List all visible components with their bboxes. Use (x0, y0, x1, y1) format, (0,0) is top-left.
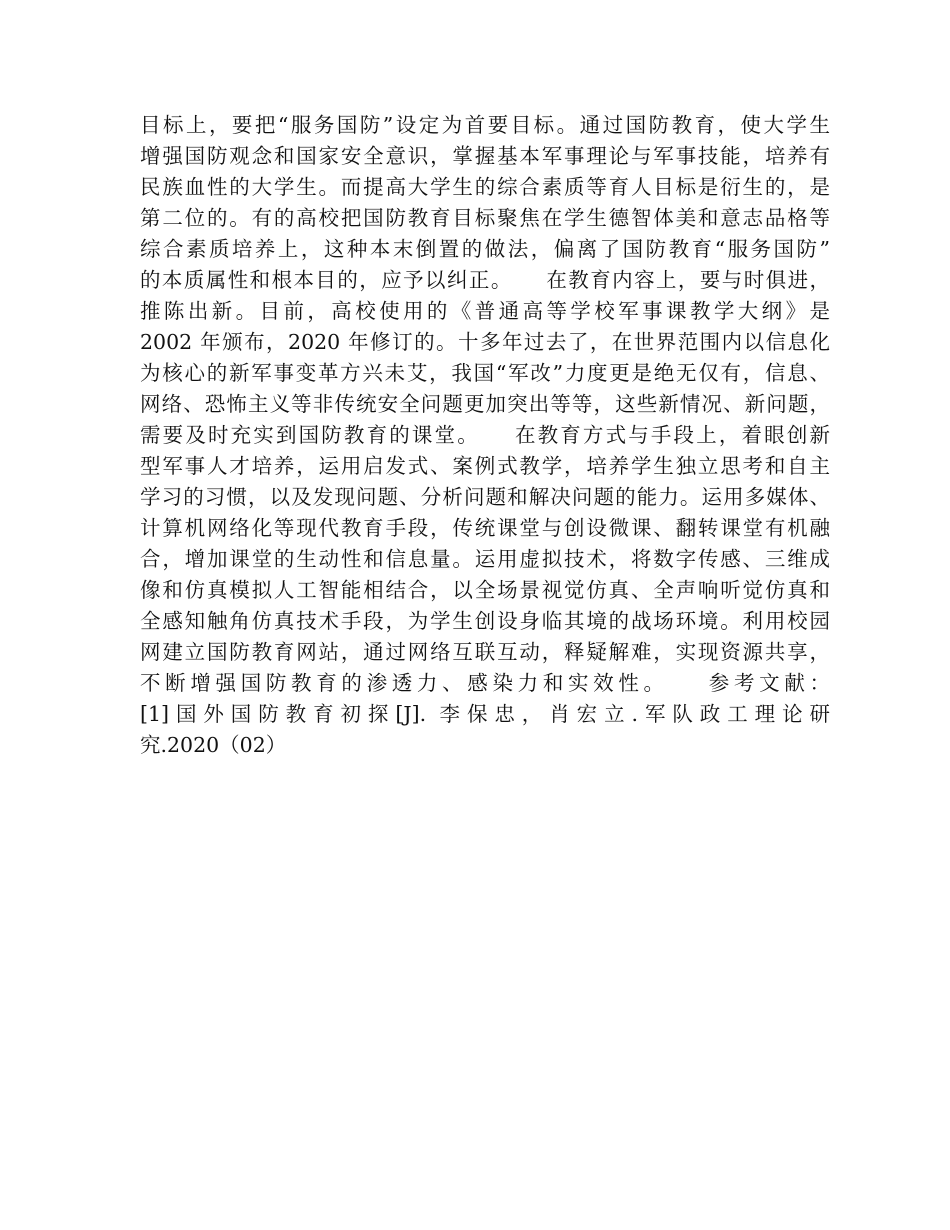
text-line: 推陈出新。目前，高校使用的《普通高等学校军事课教学大纲》是 (140, 299, 830, 323)
text-line: 网建立国防教育网站，通过网络互联互动，释疑解难，实现资源共享， (140, 640, 830, 664)
text-line: 型军事人才培养，运用启发式、案例式教学，培养学生独立思考和自主 (140, 454, 830, 478)
text-line: 为核心的新军事变革方兴未艾，我国“军改”力度更是绝无仅有，信息、 (140, 361, 830, 385)
body-text (140, 110, 830, 761)
text-line: 学习的习惯，以及发现问题、分析问题和解决问题的能力。运用多媒体、 (140, 485, 830, 509)
text-line: 不断增强国防教育的渗透力、感染力和实效性。 参考文献： (140, 671, 830, 695)
text-line: 民族血性的大学生。而提高大学生的综合素质等育人目标是衍生的，是 (140, 175, 830, 199)
reference-line: 究.2020（02） (140, 733, 287, 757)
text-line: 网络、恐怖主义等非传统安全问题更加突出等等，这些新情况、新问题， (140, 392, 830, 416)
text-line: 增强国防观念和国家安全意识，掌握基本军事理论与军事技能，培养有 (140, 144, 830, 168)
text-line: 合，增加课堂的生动性和信息量。运用虚拟技术，将数字传感、三维成 (140, 547, 830, 571)
text-line: 计算机网络化等现代教育手段，传统课堂与创设微课、翻转课堂有机融 (140, 516, 830, 540)
text-line: 目标上，要把“服务国防”设定为首要目标。通过国防教育，使大学生 (140, 113, 830, 137)
text-line: 第二位的。有的高校把国防教育目标聚焦在学生德智体美和意志品格等 (140, 206, 830, 230)
text-line: 综合素质培养上，这种本末倒置的做法，偏离了国防教育“服务国防” (140, 237, 830, 261)
text-line: 的本质属性和根本目的，应予以纠正。 在教育内容上，要与时俱进， (140, 268, 830, 292)
text-line: 2002 年颁布，2020 年修订的。十多年过去了，在世界范围内以信息化 (140, 330, 830, 354)
text-line: 像和仿真模拟人工智能相结合，以全场景视觉仿真、全声响听觉仿真和 (140, 578, 830, 602)
reference-line: [1]国外国防教育初探[J]. 李保忠，肖宏立.军队政工理论研 (140, 702, 830, 726)
text-line: 全感知触角仿真技术手段，为学生创设身临其境的战场环境。利用校园 (140, 609, 830, 633)
text-line: 需要及时充实到国防教育的课堂。 在教育方式与手段上，着眼创新 (140, 423, 830, 447)
